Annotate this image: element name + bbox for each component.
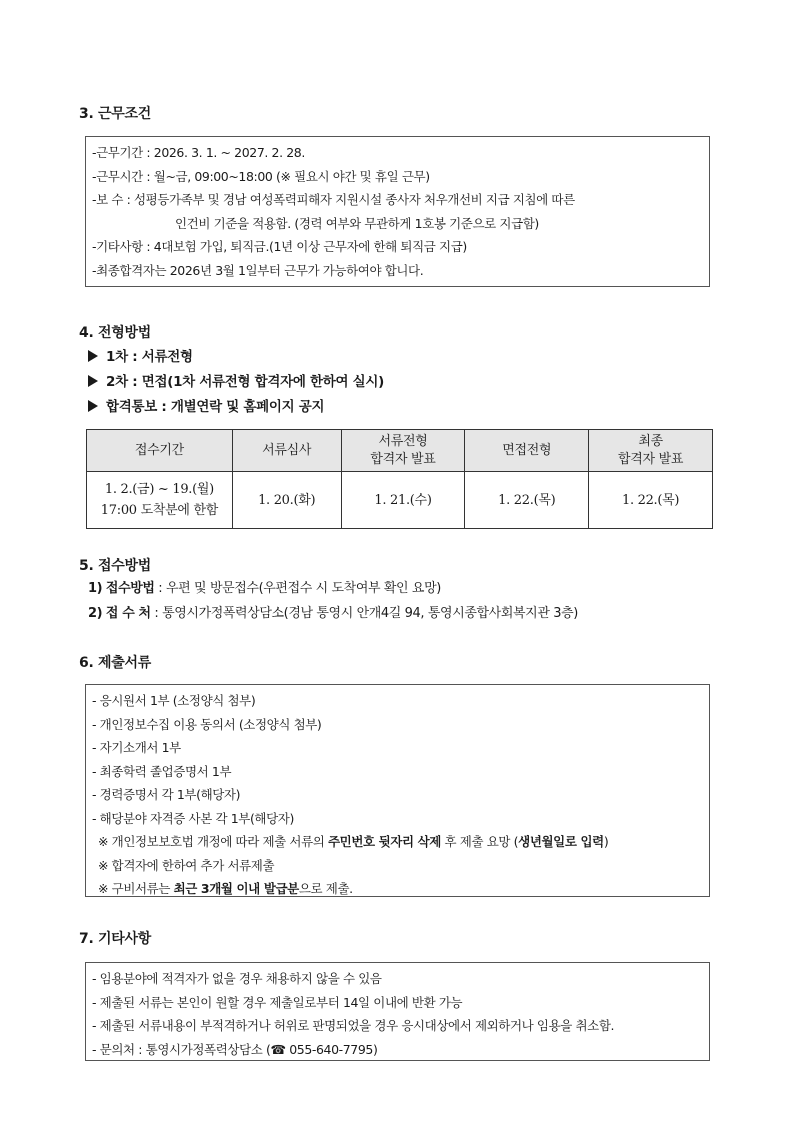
- step-2: 2차 : 면접(1차 서류전형 합격자에 한하여 실시): [88, 370, 384, 395]
- section-3-title: 3. 근무조건: [79, 106, 151, 122]
- header-document-review: 서류심사: [232, 430, 341, 472]
- note-item: - 임용분야에 적격자가 없을 경우 채용하지 않을 수 있음: [92, 971, 382, 986]
- work-hours: -근무시간 : 월~금, 09:00~18:00 (※ 필요시 야간 및 휴일 근무): [92, 168, 430, 184]
- doc-item: - 개인정보수집 이용 동의서 (소정양식 첨부): [92, 716, 322, 732]
- contact-item: - 문의처 : 통영시가정폭력상담소 (☎ 055-640-7795): [92, 1041, 378, 1057]
- table-row: [87, 472, 713, 529]
- method-item: 1) 접수방법 : 우편 및 방문접수(우편접수 시 도착여부 확인 요망): [88, 581, 441, 596]
- section-5-title: 5. 접수방법: [79, 558, 151, 574]
- start-date-note: -최종합격자는 2026년 3월 1일부터 근무가 가능하여야 합니다.: [92, 262, 424, 278]
- section-7-title: 7. 기타사항: [79, 931, 151, 947]
- other-notes-box: [85, 962, 710, 1061]
- step-notice: 합격통보 : 개별연락 및 홈페이지 공지: [88, 395, 384, 420]
- doc-item: - 응시원서 1부 (소정양식 첨부): [92, 693, 256, 708]
- cell-final-result: 1. 22.(목): [589, 472, 713, 529]
- header-application-period: 접수기간: [87, 430, 233, 472]
- salary-continued: 인건비 기준을 적용함. (경력 여부와 무관하게 1호봉 기준으로 지급함): [175, 215, 539, 231]
- other-benefits: -기타사항 : 4대보험 가입, 퇴직금.(1년 이상 근무자에 한해 퇴직금 지급): [92, 239, 467, 254]
- application-method: [88, 576, 578, 626]
- address-item: 2) 접 수 처 : 통영시가정폭력상담소(경남 통영시 안개4길 94, 통영시종합사회복지관 3층): [88, 606, 578, 621]
- additional-docs-note: ※ 합격자에 한하여 추가 서류제출: [98, 857, 275, 873]
- required-documents-box: [85, 684, 710, 897]
- salary: -보 수 : 성평등가족부 및 경남 여성폭력피해자 지원시설 종사자 처우개선비 지급 지침에 따른: [92, 192, 575, 207]
- cell-document-review: 1. 20.(화): [232, 472, 341, 529]
- cell-interview: 1. 22.(목): [465, 472, 589, 529]
- triangle-bullet-icon: [88, 350, 98, 362]
- triangle-bullet-icon: [88, 400, 98, 412]
- doc-item: - 자기소개서 1부: [92, 740, 181, 755]
- doc-item: - 해당분야 자격증 사본 각 1부(해당자): [92, 810, 294, 826]
- triangle-bullet-icon: [88, 375, 98, 387]
- section-6-title: 6. 제출서류: [79, 655, 151, 671]
- table-header-row: [87, 430, 713, 472]
- step-1: 1차 : 서류전형: [88, 345, 384, 370]
- work-conditions-box: [85, 136, 710, 287]
- work-period: -근무기간 : 2026. 3. 1. ~ 2027. 2. 28.: [92, 145, 305, 160]
- header-interview: 면접전형: [465, 430, 589, 472]
- header-document-result: 서류전형 합격자 발표: [341, 430, 465, 472]
- recent-issue-note: ※ 구비서류는 최근 3개월 이내 발급분으로 제출.: [98, 881, 353, 896]
- note-item: - 제출된 서류내용이 부적격하거나 허위로 판명되었을 경우 응시대상에서 제외하거나 임용을 취소함.: [92, 1018, 615, 1033]
- section-4-title: 4. 전형방법: [79, 325, 151, 341]
- cell-document-result: 1. 21.(수): [341, 472, 465, 529]
- note-item: - 제출된 서류는 본인이 원할 경우 제출일로부터 14일 이내에 반환 가능: [92, 994, 463, 1010]
- cell-application-period: 1. 2.(금) ~ 19.(월) 17:00 도착분에 한함: [87, 472, 233, 529]
- selection-steps: [88, 345, 384, 420]
- privacy-note: ※ 개인정보보호법 개정에 따라 제출 서류의 주민번호 뒷자리 삭제 후 제출 요망 (생년월일로 입력): [98, 834, 609, 849]
- schedule-table: [86, 429, 713, 529]
- doc-item: - 최종학력 졸업증명서 1부: [92, 763, 232, 779]
- header-final-result: 최종 합격자 발표: [589, 430, 713, 472]
- doc-item: - 경력증명서 각 1부(해당자): [92, 787, 241, 802]
